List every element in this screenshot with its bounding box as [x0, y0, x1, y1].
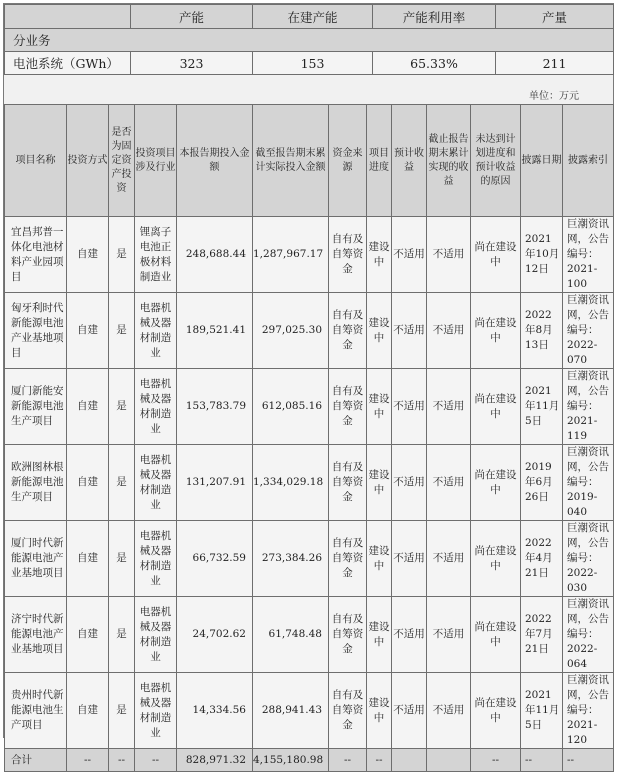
expected-return-cell: 不适用: [392, 673, 427, 749]
total-industry-cell: --: [135, 749, 177, 772]
disclosure-date-cell: 2019年6月26日: [521, 445, 563, 521]
capacity-data-row: [5, 52, 614, 75]
total-period-amount-cell: 828,971.32: [177, 749, 253, 772]
total-realized-return-cell: [427, 749, 471, 772]
disclosure-date-cell: 2022年7月21日: [521, 597, 563, 673]
realized-return-cell: 不适用: [427, 217, 471, 293]
fund-source-cell: 自有及自筹资金: [329, 597, 367, 673]
header-realized-return: 截止报告期末累计实现的收益: [427, 105, 471, 217]
projects-header-row: [5, 105, 614, 217]
realized-return-cell: 不适用: [427, 369, 471, 445]
disclosure-index-cell: 巨潮资讯网，公告编号：2021-100: [563, 217, 614, 293]
total-fund-source-cell: --: [329, 749, 367, 772]
cumulative-amount-cell: 1,287,967.17: [253, 217, 329, 293]
header-disclosure-index: 披露索引: [563, 105, 614, 217]
fixed-asset-cell: 是: [109, 521, 135, 597]
progress-cell: 建设中: [367, 217, 392, 293]
disclosure-index-cell: 巨潮资讯网，公告编号：2019-040: [563, 445, 614, 521]
capacity-header: 产能利用率: [373, 5, 496, 29]
header-investment-method: 投资方式: [67, 105, 109, 217]
table-row: [5, 597, 614, 673]
total-fixed-asset-cell: --: [109, 749, 135, 772]
period-amount-cell: 14,334.56: [177, 673, 253, 749]
period-amount-cell: 66,732.59: [177, 521, 253, 597]
industry-cell: 电器机械及器材制造业: [135, 445, 177, 521]
progress-cell: 建设中: [367, 597, 392, 673]
reason-cell: 尚在建设中: [471, 597, 521, 673]
projects-table: [4, 104, 614, 772]
progress-cell: 建设中: [367, 445, 392, 521]
total-row: [5, 749, 614, 772]
reason-cell: 尚在建设中: [471, 445, 521, 521]
cumulative-amount-cell: 273,384.26: [253, 521, 329, 597]
unit-note: 单位：万元: [529, 91, 579, 102]
realized-return-cell: 不适用: [427, 293, 471, 369]
disclosure-date-cell: 2021年11月5日: [521, 369, 563, 445]
project-name-cell: 贵州时代新能源电池生产项目: [5, 673, 67, 749]
disclosure-date-cell: 2022年4月21日: [521, 521, 563, 597]
capacity-header: 在建产能: [253, 5, 373, 29]
industry-cell: 电器机械及器材制造业: [135, 293, 177, 369]
capacity-section-row: [5, 29, 614, 52]
row-label: 电池系统（GWh）: [5, 52, 131, 75]
capacity-header-blank: [5, 5, 131, 29]
fixed-asset-cell: 是: [109, 293, 135, 369]
industry-cell: 电器机械及器材制造业: [135, 369, 177, 445]
total-investment-method-cell: --: [67, 749, 109, 772]
cumulative-amount-cell: 297,025.30: [253, 293, 329, 369]
realized-return-cell: 不适用: [427, 597, 471, 673]
period-amount-cell: 131,207.91: [177, 445, 253, 521]
fund-source-cell: 自有及自筹资金: [329, 217, 367, 293]
header-fund-source: 资金来源: [329, 105, 367, 217]
capacity-header-row: [5, 5, 614, 29]
cumulative-amount-cell: 1,334,029.18: [253, 445, 329, 521]
reason-cell: 尚在建设中: [471, 521, 521, 597]
disclosure-date-cell: 2021年10月12日: [521, 217, 563, 293]
header-expected-return: 预计收益: [392, 105, 427, 217]
output-value: 211: [496, 52, 614, 75]
fund-source-cell: 自有及自筹资金: [329, 673, 367, 749]
fund-source-cell: 自有及自筹资金: [329, 293, 367, 369]
realized-return-cell: 不适用: [427, 445, 471, 521]
expected-return-cell: 不适用: [392, 293, 427, 369]
total-reason-cell: --: [471, 749, 521, 772]
capacity-table: [4, 4, 614, 75]
disclosure-index-cell: 巨潮资讯网，公告编号：2022-030: [563, 521, 614, 597]
progress-cell: 建设中: [367, 293, 392, 369]
period-amount-cell: 24,702.62: [177, 597, 253, 673]
total-progress-cell: --: [367, 749, 392, 772]
project-name-cell: 宜昌邦普一体化电池材料产业园项目: [5, 217, 67, 293]
period-amount-cell: 248,688.44: [177, 217, 253, 293]
industry-cell: 电器机械及器材制造业: [135, 673, 177, 749]
period-amount-cell: 153,783.79: [177, 369, 253, 445]
total-disclosure-date-cell: --: [521, 749, 563, 772]
investment-method-cell: 自建: [67, 217, 109, 293]
fixed-asset-cell: 是: [109, 217, 135, 293]
total-expected-return-cell: [392, 749, 427, 772]
table-row: [5, 217, 614, 293]
total-total-label: 合计: [5, 749, 67, 772]
investment-method-cell: 自建: [67, 369, 109, 445]
fund-source-cell: 自有及自筹资金: [329, 369, 367, 445]
under-construction-value: 153: [253, 52, 373, 75]
reason-cell: 尚在建设中: [471, 293, 521, 369]
disclosure-index-cell: 巨潮资讯网，公告编号：2022-070: [563, 293, 614, 369]
table-row: [5, 521, 614, 597]
disclosure-date-cell: 2021年11月5日: [521, 673, 563, 749]
progress-cell: 建设中: [367, 369, 392, 445]
project-name-cell: 厦门时代新能源电池产业基地项目: [5, 521, 67, 597]
table-row: [5, 293, 614, 369]
project-name-cell: 厦门新能安新能源电池生产项目: [5, 369, 67, 445]
cumulative-amount-cell: 288,941.43: [253, 673, 329, 749]
investment-method-cell: 自建: [67, 597, 109, 673]
investment-method-cell: 自建: [67, 521, 109, 597]
project-name-cell: 匈牙利时代新能源电池产业基地项目: [5, 293, 67, 369]
disclosure-index-cell: 巨潮资讯网，公告编号：2021-119: [563, 369, 614, 445]
disclosure-index-cell: 巨潮资讯网，公告编号：2021-120: [563, 673, 614, 749]
reason-cell: 尚在建设中: [471, 673, 521, 749]
reason-cell: 尚在建设中: [471, 369, 521, 445]
expected-return-cell: 不适用: [392, 521, 427, 597]
utilization-value: 65.33%: [373, 52, 496, 75]
fixed-asset-cell: 是: [109, 445, 135, 521]
industry-cell: 锂离子电池正极材料制造业: [135, 217, 177, 293]
investment-method-cell: 自建: [67, 293, 109, 369]
section-label: 分业务: [5, 29, 614, 52]
disclosure-date-cell: 2022年8月13日: [521, 293, 563, 369]
fund-source-cell: 自有及自筹资金: [329, 521, 367, 597]
project-name-cell: 欧洲图林根新能源电池生产项目: [5, 445, 67, 521]
header-project-name: 项目名称: [5, 105, 67, 217]
header-reason: 未达到计划进度和预计收益的原因: [471, 105, 521, 217]
expected-return-cell: 不适用: [392, 217, 427, 293]
header-industry: 投资项目涉及行业: [135, 105, 177, 217]
investment-method-cell: 自建: [67, 445, 109, 521]
expected-return-cell: 不适用: [392, 369, 427, 445]
investment-method-cell: 自建: [67, 673, 109, 749]
capacity-header: 产量: [496, 5, 614, 29]
header-disclosure-date: 披露日期: [521, 105, 563, 217]
cumulative-amount-cell: 612,085.16: [253, 369, 329, 445]
progress-cell: 建设中: [367, 673, 392, 749]
period-amount-cell: 189,521.41: [177, 293, 253, 369]
realized-return-cell: 不适用: [427, 521, 471, 597]
table-row: [5, 445, 614, 521]
header-period-amount: 本报告期投入金额: [177, 105, 253, 217]
fixed-asset-cell: 是: [109, 369, 135, 445]
reason-cell: 尚在建设中: [471, 217, 521, 293]
disclosure-index-cell: 巨潮资讯网，公告编号：2022-064: [563, 597, 614, 673]
expected-return-cell: 不适用: [392, 445, 427, 521]
progress-cell: 建设中: [367, 521, 392, 597]
fixed-asset-cell: 是: [109, 673, 135, 749]
table-row: [5, 369, 614, 445]
header-progress: 项目进度: [367, 105, 392, 217]
fixed-asset-cell: 是: [109, 597, 135, 673]
table-row: [5, 673, 614, 749]
fund-source-cell: 自有及自筹资金: [329, 445, 367, 521]
capacity-value: 323: [131, 52, 253, 75]
total-disclosure-index-cell: --: [563, 749, 614, 772]
realized-return-cell: 不适用: [427, 673, 471, 749]
industry-cell: 电器机械及器材制造业: [135, 597, 177, 673]
cumulative-amount-cell: 61,748.48: [253, 597, 329, 673]
project-name-cell: 济宁时代新能源电池产业基地项目: [5, 597, 67, 673]
expected-return-cell: 不适用: [392, 597, 427, 673]
industry-cell: 电器机械及器材制造业: [135, 521, 177, 597]
header-cumulative-amount: 截至报告期末累计实际投入金额: [253, 105, 329, 217]
total-cumulative-amount-cell: 4,155,180.98: [253, 749, 329, 772]
capacity-header: 产能: [131, 5, 253, 29]
header-fixed-asset: 是否为固定资产投资: [109, 105, 135, 217]
